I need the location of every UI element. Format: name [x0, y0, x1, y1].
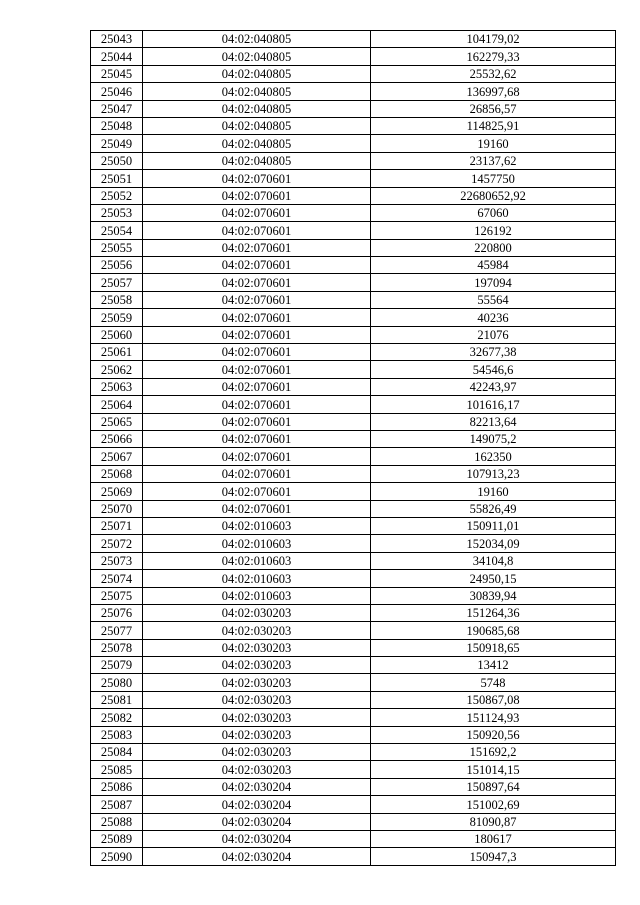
cadastral-code-cell: 04:02:040805 — [143, 135, 371, 152]
row-number-cell: 25068 — [91, 465, 143, 482]
amount-cell: 24950,15 — [371, 570, 616, 587]
amount-cell: 151264,36 — [371, 604, 616, 621]
cadastral-code-cell: 04:02:040805 — [143, 83, 371, 100]
table-row — [91, 170, 616, 187]
table-row — [91, 204, 616, 221]
amount-cell: 13412 — [371, 657, 616, 674]
table-row — [91, 117, 616, 134]
cadastral-code-cell: 04:02:040805 — [143, 117, 371, 134]
cadastral-code-cell: 04:02:010603 — [143, 570, 371, 587]
cadastral-code-cell: 04:02:070601 — [143, 204, 371, 221]
amount-cell: 19160 — [371, 135, 616, 152]
row-number-cell: 25056 — [91, 257, 143, 274]
cadastral-code-cell: 04:02:030203 — [143, 657, 371, 674]
table-row — [91, 778, 616, 795]
cadastral-code-cell: 04:02:040805 — [143, 31, 371, 48]
cadastral-code-cell: 04:02:070601 — [143, 187, 371, 204]
table-row — [91, 813, 616, 830]
cadastral-code-cell: 04:02:030203 — [143, 761, 371, 778]
cadastral-code-cell: 04:02:070601 — [143, 257, 371, 274]
cadastral-code-cell: 04:02:030204 — [143, 796, 371, 813]
table-row — [91, 396, 616, 413]
row-number-cell: 25075 — [91, 587, 143, 604]
cadastral-code-cell: 04:02:010603 — [143, 587, 371, 604]
table-row — [91, 83, 616, 100]
row-number-cell: 25079 — [91, 657, 143, 674]
cadastral-code-cell: 04:02:030204 — [143, 848, 371, 865]
table-row — [91, 691, 616, 708]
amount-cell: 152034,09 — [371, 535, 616, 552]
row-number-cell: 25077 — [91, 622, 143, 639]
row-number-cell: 25061 — [91, 344, 143, 361]
amount-cell: 30839,94 — [371, 587, 616, 604]
table-row — [91, 187, 616, 204]
table-row — [91, 413, 616, 430]
row-number-cell: 25072 — [91, 535, 143, 552]
row-number-cell: 25069 — [91, 483, 143, 500]
amount-cell: 19160 — [371, 483, 616, 500]
row-number-cell: 25048 — [91, 117, 143, 134]
table-row — [91, 135, 616, 152]
row-number-cell: 25064 — [91, 396, 143, 413]
row-number-cell: 25082 — [91, 709, 143, 726]
cadastral-code-cell: 04:02:040805 — [143, 152, 371, 169]
table-row — [91, 761, 616, 778]
row-number-cell: 25058 — [91, 291, 143, 308]
table-row — [91, 239, 616, 256]
table-row — [91, 848, 616, 865]
table-row — [91, 709, 616, 726]
amount-cell: 190685,68 — [371, 622, 616, 639]
row-number-cell: 25086 — [91, 778, 143, 795]
amount-cell: 23137,62 — [371, 152, 616, 169]
table-row — [91, 570, 616, 587]
table-row — [91, 639, 616, 656]
table-row — [91, 726, 616, 743]
table-row — [91, 517, 616, 534]
cadastral-code-cell: 04:02:070601 — [143, 378, 371, 395]
row-number-cell: 25071 — [91, 517, 143, 534]
cadastral-code-cell: 04:02:030203 — [143, 744, 371, 761]
row-number-cell: 25083 — [91, 726, 143, 743]
cadastral-code-cell: 04:02:030203 — [143, 691, 371, 708]
cadastral-code-cell: 04:02:040805 — [143, 65, 371, 82]
cadastral-code-cell: 04:02:070601 — [143, 465, 371, 482]
cadastral-code-cell: 04:02:040805 — [143, 48, 371, 65]
cadastral-code-cell: 04:02:070601 — [143, 483, 371, 500]
row-number-cell: 25053 — [91, 204, 143, 221]
cadastral-code-cell: 04:02:070601 — [143, 396, 371, 413]
row-number-cell: 25076 — [91, 604, 143, 621]
amount-cell: 5748 — [371, 674, 616, 691]
table-row — [91, 830, 616, 847]
cadastral-code-cell: 04:02:010603 — [143, 535, 371, 552]
amount-cell: 22680652,92 — [371, 187, 616, 204]
row-number-cell: 25084 — [91, 744, 143, 761]
cadastral-code-cell: 04:02:070601 — [143, 361, 371, 378]
row-number-cell: 25043 — [91, 31, 143, 48]
table-row — [91, 465, 616, 482]
table-row — [91, 257, 616, 274]
amount-cell: 104179,02 — [371, 31, 616, 48]
cadastral-code-cell: 04:02:030203 — [143, 709, 371, 726]
amount-cell: 220800 — [371, 239, 616, 256]
amount-cell: 114825,91 — [371, 117, 616, 134]
amount-cell: 149075,2 — [371, 430, 616, 447]
table-row — [91, 291, 616, 308]
row-number-cell: 25054 — [91, 222, 143, 239]
table-row — [91, 152, 616, 169]
amount-cell: 21076 — [371, 326, 616, 343]
row-number-cell: 25051 — [91, 170, 143, 187]
table-row — [91, 309, 616, 326]
table-row — [91, 500, 616, 517]
amount-cell: 150947,3 — [371, 848, 616, 865]
table-row — [91, 31, 616, 48]
cadastral-code-cell: 04:02:070601 — [143, 309, 371, 326]
cadastral-code-cell: 04:02:030204 — [143, 813, 371, 830]
row-number-cell: 25047 — [91, 100, 143, 117]
table-row — [91, 622, 616, 639]
cadastral-code-cell: 04:02:030203 — [143, 726, 371, 743]
row-number-cell: 25060 — [91, 326, 143, 343]
row-number-cell: 25087 — [91, 796, 143, 813]
cadastral-code-cell: 04:02:030203 — [143, 639, 371, 656]
amount-cell: 107913,23 — [371, 465, 616, 482]
amount-cell: 151014,15 — [371, 761, 616, 778]
table-row — [91, 483, 616, 500]
table-row — [91, 48, 616, 65]
table-row — [91, 274, 616, 291]
row-number-cell: 25063 — [91, 378, 143, 395]
table-row — [91, 361, 616, 378]
row-number-cell: 25090 — [91, 848, 143, 865]
table-row — [91, 100, 616, 117]
table-row — [91, 674, 616, 691]
amount-cell: 26856,57 — [371, 100, 616, 117]
row-number-cell: 25089 — [91, 830, 143, 847]
cadastral-code-cell: 04:02:070601 — [143, 344, 371, 361]
amount-cell: 150911,01 — [371, 517, 616, 534]
cadastral-code-cell: 04:02:070601 — [143, 291, 371, 308]
row-number-cell: 25052 — [91, 187, 143, 204]
cadastral-code-cell: 04:02:070601 — [143, 500, 371, 517]
amount-cell: 82213,64 — [371, 413, 616, 430]
amount-cell: 150918,65 — [371, 639, 616, 656]
cadastral-code-cell: 04:02:070601 — [143, 239, 371, 256]
amount-cell: 67060 — [371, 204, 616, 221]
cadastral-code-cell: 04:02:040805 — [143, 100, 371, 117]
amount-cell: 32677,38 — [371, 344, 616, 361]
cadastral-code-cell: 04:02:010603 — [143, 552, 371, 569]
amount-cell: 151692,2 — [371, 744, 616, 761]
cadastral-code-cell: 04:02:070601 — [143, 430, 371, 447]
amount-cell: 54546,6 — [371, 361, 616, 378]
amount-cell: 81090,87 — [371, 813, 616, 830]
row-number-cell: 25059 — [91, 309, 143, 326]
amount-cell: 151002,69 — [371, 796, 616, 813]
row-number-cell: 25055 — [91, 239, 143, 256]
cadastral-code-cell: 04:02:030203 — [143, 622, 371, 639]
amount-cell: 180617 — [371, 830, 616, 847]
row-number-cell: 25073 — [91, 552, 143, 569]
amount-cell: 55564 — [371, 291, 616, 308]
table-row — [91, 378, 616, 395]
row-number-cell: 25088 — [91, 813, 143, 830]
table-row — [91, 326, 616, 343]
row-number-cell: 25078 — [91, 639, 143, 656]
amount-cell: 25532,62 — [371, 65, 616, 82]
amount-cell: 101616,17 — [371, 396, 616, 413]
row-number-cell: 25070 — [91, 500, 143, 517]
table-row — [91, 796, 616, 813]
row-number-cell: 25050 — [91, 152, 143, 169]
table-row — [91, 744, 616, 761]
row-number-cell: 25062 — [91, 361, 143, 378]
amount-cell: 42243,97 — [371, 378, 616, 395]
row-number-cell: 25081 — [91, 691, 143, 708]
row-number-cell: 25066 — [91, 430, 143, 447]
table-row — [91, 65, 616, 82]
amount-cell: 126192 — [371, 222, 616, 239]
cadastral-code-cell: 04:02:070601 — [143, 326, 371, 343]
amount-cell: 151124,93 — [371, 709, 616, 726]
cadastral-code-cell: 04:02:030204 — [143, 830, 371, 847]
row-number-cell: 25065 — [91, 413, 143, 430]
amount-cell: 162279,33 — [371, 48, 616, 65]
cadastral-code-cell: 04:02:030203 — [143, 674, 371, 691]
row-number-cell: 25067 — [91, 448, 143, 465]
data-table-body — [91, 31, 616, 866]
row-number-cell: 25080 — [91, 674, 143, 691]
table-row — [91, 344, 616, 361]
table-row — [91, 448, 616, 465]
amount-cell: 40236 — [371, 309, 616, 326]
cadastral-code-cell: 04:02:070601 — [143, 222, 371, 239]
cadastral-code-cell: 04:02:070601 — [143, 274, 371, 291]
cadastral-code-cell: 04:02:070601 — [143, 170, 371, 187]
table-row — [91, 657, 616, 674]
row-number-cell: 25074 — [91, 570, 143, 587]
row-number-cell: 25049 — [91, 135, 143, 152]
amount-cell: 1457750 — [371, 170, 616, 187]
amount-cell: 55826,49 — [371, 500, 616, 517]
amount-cell: 34104,8 — [371, 552, 616, 569]
amount-cell: 197094 — [371, 274, 616, 291]
amount-cell: 162350 — [371, 448, 616, 465]
table-row — [91, 222, 616, 239]
table-row — [91, 430, 616, 447]
table-row — [91, 604, 616, 621]
cadastral-code-cell: 04:02:030203 — [143, 604, 371, 621]
table-row — [91, 587, 616, 604]
amount-cell: 150867,08 — [371, 691, 616, 708]
cadastral-code-cell: 04:02:070601 — [143, 448, 371, 465]
cadastral-code-cell: 04:02:030204 — [143, 778, 371, 795]
amount-cell: 136997,68 — [371, 83, 616, 100]
table-row — [91, 535, 616, 552]
data-table — [90, 30, 616, 866]
amount-cell: 150920,56 — [371, 726, 616, 743]
cadastral-code-cell: 04:02:010603 — [143, 517, 371, 534]
row-number-cell: 25044 — [91, 48, 143, 65]
cadastral-code-cell: 04:02:070601 — [143, 413, 371, 430]
table-row — [91, 552, 616, 569]
row-number-cell: 25046 — [91, 83, 143, 100]
row-number-cell: 25045 — [91, 65, 143, 82]
row-number-cell: 25057 — [91, 274, 143, 291]
amount-cell: 150897,64 — [371, 778, 616, 795]
amount-cell: 45984 — [371, 257, 616, 274]
row-number-cell: 25085 — [91, 761, 143, 778]
